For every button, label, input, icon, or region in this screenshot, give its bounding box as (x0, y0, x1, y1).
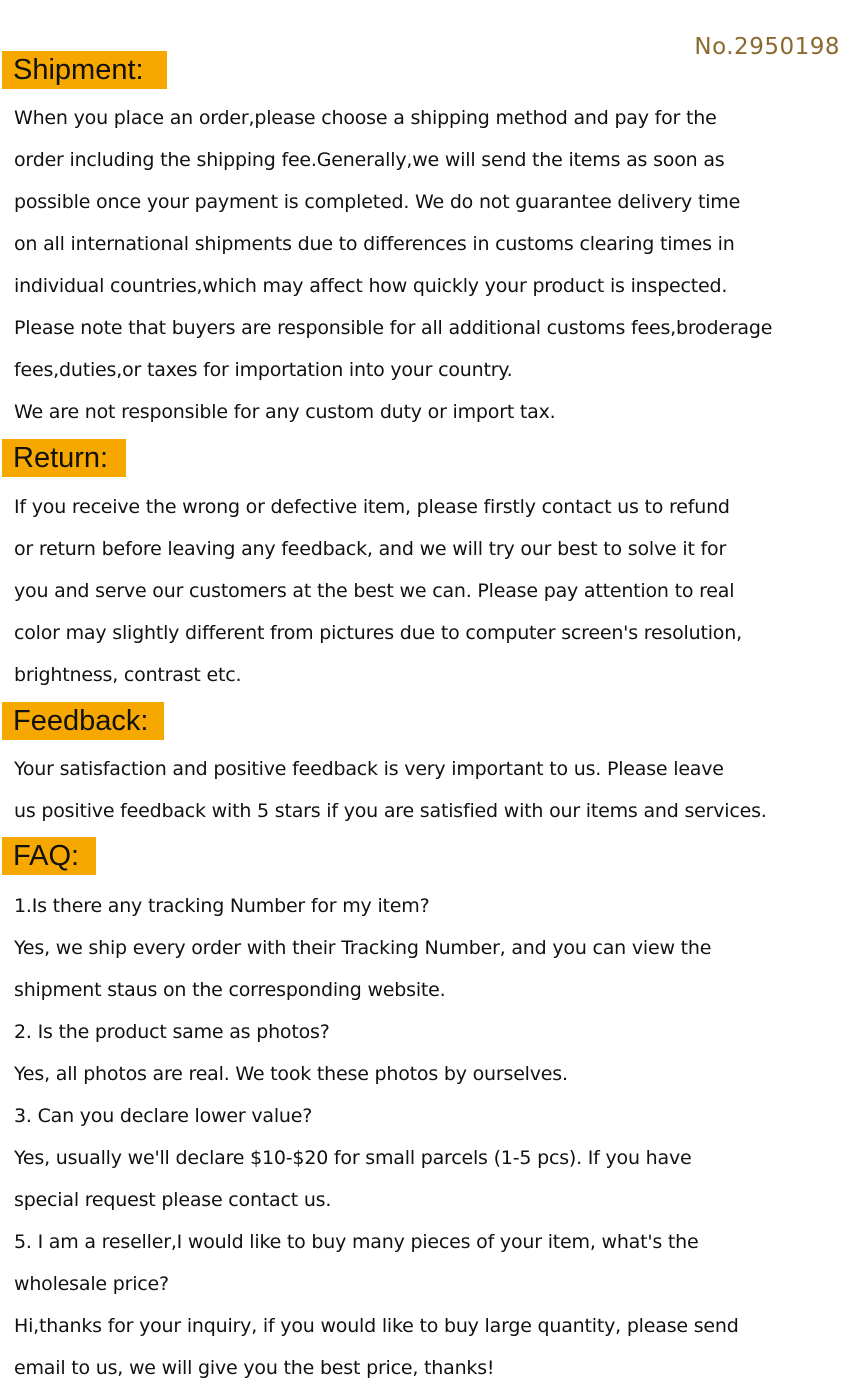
faq-line: wholesale price? (14, 1273, 169, 1295)
shipment-line: on all international shipments due to differences in customs clearing times in (14, 233, 735, 255)
shipment-line: individual countries,which may affect how quickly your product is inspected. (14, 275, 728, 297)
faq-line: 2. Is the product same as photos? (14, 1021, 330, 1043)
faq-line: Yes, usually we'll declare $10-$20 for small parcels (1-5 pcs). If you have (14, 1147, 692, 1169)
feedback-line: us positive feedback with 5 stars if you are satisfied with our items and services. (14, 800, 767, 822)
return-line: brightness, contrast etc. (14, 664, 242, 686)
faq-line: 3. Can you declare lower value? (14, 1105, 313, 1127)
faq-line: Hi,thanks for your inquiry, if you would like to buy large quantity, please send (14, 1315, 739, 1337)
return-heading: Return: (2, 439, 126, 477)
shipment-line: fees,duties,or taxes for importation into your country. (14, 359, 513, 381)
faq-line: special request please contact us. (14, 1189, 332, 1211)
feedback-line: Your satisfaction and positive feedback is very important to us. Please leave (14, 758, 724, 780)
return-line: you and serve our customers at the best we can. Please pay attention to real (14, 580, 735, 602)
faq-line: 1.Is there any tracking Number for my item? (14, 895, 430, 917)
faq-heading: FAQ: (2, 837, 96, 875)
faq-line: 5. I am a reseller,I would like to buy many pieces of your item, what's the (14, 1231, 699, 1253)
return-line: or return before leaving any feedback, and we will try our best to solve it for (14, 538, 727, 560)
faq-line: shipment staus on the corresponding website. (14, 979, 446, 1001)
feedback-heading: Feedback: (2, 702, 164, 740)
return-line: If you receive the wrong or defective item, please firstly contact us to refund (14, 496, 730, 518)
shipment-line: We are not responsible for any custom duty or import tax. (14, 401, 556, 423)
product-number: No.2950198 (694, 34, 840, 60)
return-line: color may slightly different from pictures due to computer screen's resolution, (14, 622, 742, 644)
shipment-line: order including the shipping fee.Generally,we will send the items as soon as (14, 149, 725, 171)
shipment-line: When you place an order,please choose a shipping method and pay for the (14, 107, 717, 129)
shipment-heading: Shipment: (2, 51, 167, 89)
faq-line: Yes, we ship every order with their Tracking Number, and you can view the (14, 937, 712, 959)
faq-line: Yes, all photos are real. We took these photos by ourselves. (14, 1063, 568, 1085)
shipment-line: possible once your payment is completed. We do not guarantee delivery time (14, 191, 741, 213)
faq-line: email to us, we will give you the best price, thanks! (14, 1357, 495, 1379)
shipment-line: Please note that buyers are responsible for all additional customs fees,broderage (14, 317, 773, 339)
